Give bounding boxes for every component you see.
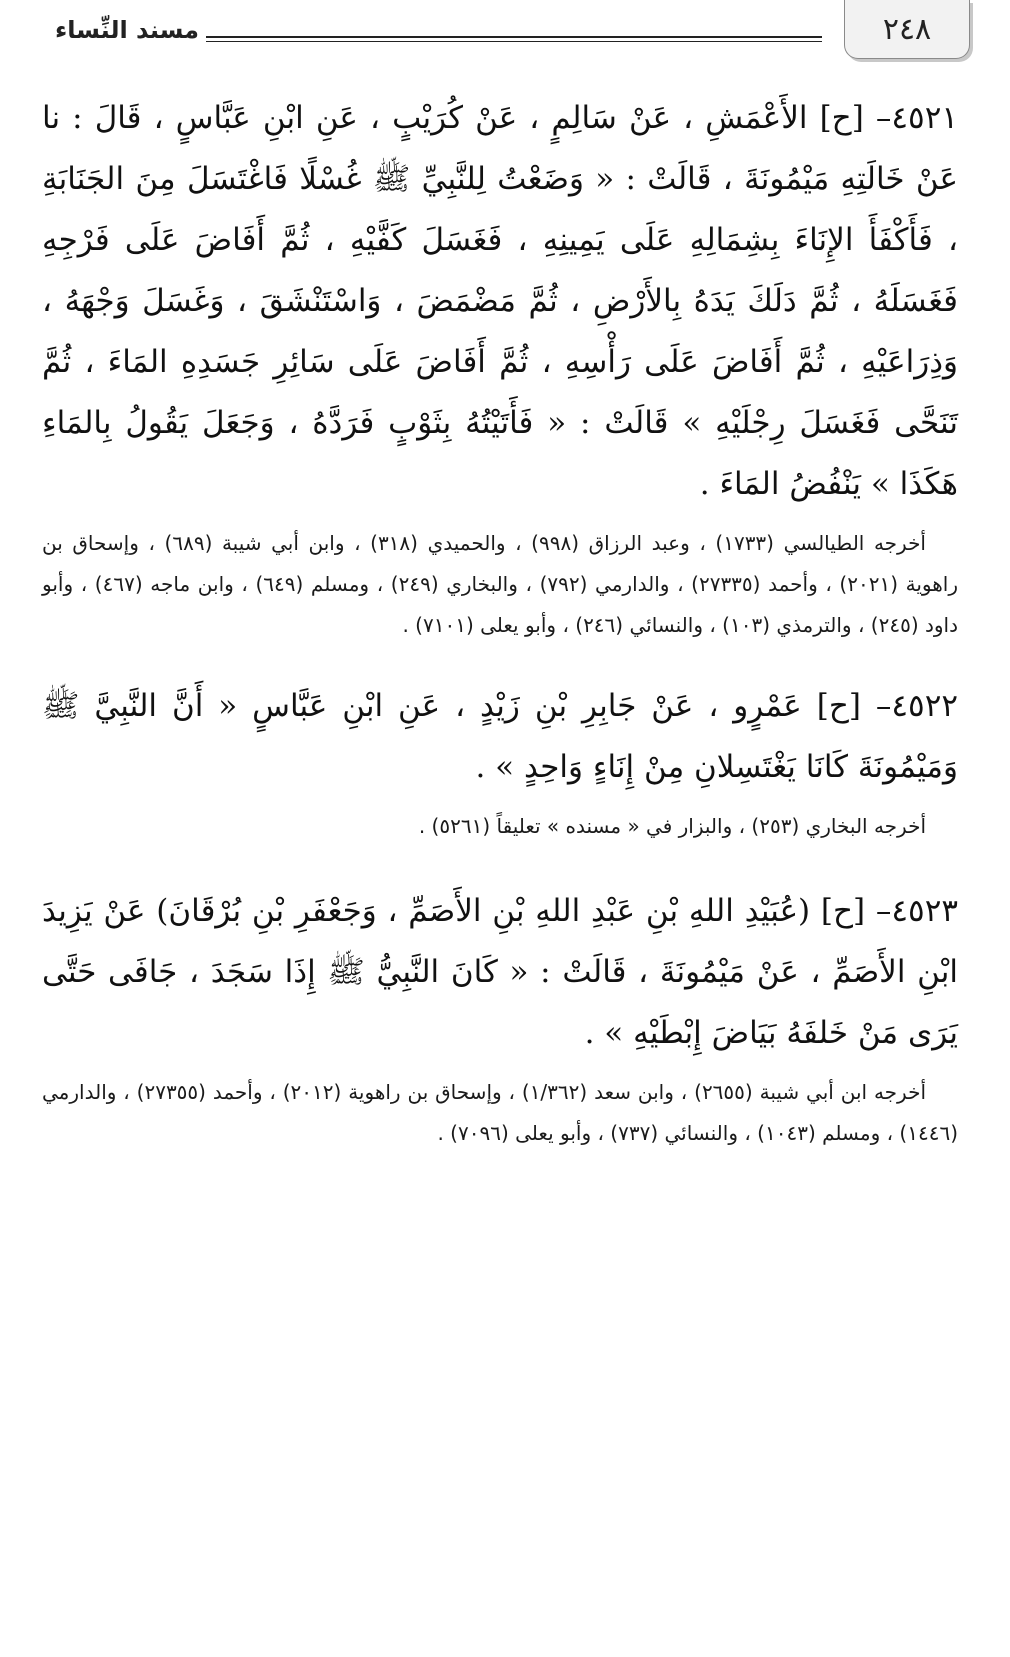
hadith-body: – [ح] عَمْرٍو ، عَنْ جَابِرِ بْنِ زَيْدٍ ، عَنِ ابْنِ عَبَّاسٍ « أَنَّ النَّبِيَّ ﷺ وَمَيْمُونَةَ كَانَا يَغْتَسِلانِ مِنْ إِنَاءٍ وَاحِدٍ » . (42, 688, 958, 785)
hadith-number: ٤٥٢١ (891, 100, 958, 136)
hadith-entry (42, 88, 958, 646)
hadith-text (42, 88, 958, 515)
takhrij-footnote: أخرجه الطيالسي (١٧٣٣) ، وعبد الرزاق (٩٩٨) ، والحميدي (٣١٨) ، وابن أبي شيبة (٦٨٩) ، وإسحاق بن راهوية (٢٠٢١) ، وأحمد (٢٧٣٣٥) ، والدارمي (٧٩٢) ، والبخاري (٢٤٩) ، ومسلم (٦٤٩) ، وابن ماجه (٤٦٧) ، وأبو داود (٢٤٥) ، والترمذي (١٠٣) ، والنسائي (٢٤٦) ، وأبو يعلى (٧١٠١) . (42, 531, 959, 637)
entry-spacer (42, 847, 958, 881)
hadith-body: – [ح] (عُبَيْدِ اللهِ بْنِ عَبْدِ اللهِ بْنِ الأَصَمِّ ، وَجَعْفَرِ بْنِ بُرْقَانَ) عَنْ يَزِيدَ ابْنِ الأَصَمِّ ، عَنْ مَيْمُونَةَ ، قَالَتْ : « كَانَ النَّبِيُّ ﷺ إِذَا سَجَدَ ، جَافَى حَتَّى يَرَى مَنْ خَلفَهُ بَيَاضَ إِبْطَيْهِ » . (42, 893, 958, 1051)
header-rule-thin (206, 41, 822, 42)
takhrij-footnote: أخرجه ابن أبي شيبة (٢٦٥٥) ، وابن سعد (١/٣٦٢) ، وإسحاق بن راهوية (٢٠١٢) ، وأحمد (٢٧٣٥٥) ، والدارمي (١٤٤٦) ، ومسلم (١٠٤٣) ، والنسائي (٧٣٧) ، وأبو يعلى (٧٠٩٦) . (42, 1080, 958, 1145)
running-title: مسند النِّساء (54, 16, 199, 44)
hadith-number: ٤٥٢٢ (891, 688, 958, 724)
page-header (0, 0, 1010, 80)
header-rule (206, 36, 822, 38)
hadith-entry (42, 881, 958, 1154)
hadith-entry (42, 676, 958, 847)
hadith-text (42, 881, 958, 1064)
page-content (42, 88, 958, 1154)
hadith-body: – [ح] الأَعْمَشِ ، عَنْ سَالِمٍ ، عَنْ كُرَيْبٍ ، عَنِ ابْنِ عَبَّاسٍ ، قَالَ : نا عَنْ خَالَتِهِ مَيْمُونَةَ ، قَالَتْ : « وَضَعْتُ لِلنَّبِيِّ ﷺ غُسْلًا فَاغْتَسَلَ مِنَ الجَنَابَةِ ، فَأَكْفَأَ الإِنَاءَ بِشِمَالِهِ عَلَى يَمِينِهِ ، فَغَسَلَ كَفَّيْهِ ، ثُمَّ أَفَاضَ عَلَى فَرْجِهِ فَغَسَلَهُ ، ثُمَّ دَلَكَ يَدَهُ بِالأَرْضِ ، ثُمَّ مَضْمَضَ ، وَاسْتَنْشَقَ ، وَغَسَلَ وَجْهَهُ ، وَذِرَاعَيْهِ ، ثُمَّ أَفَاضَ عَلَى رَأْسِهِ ، ثُمَّ أَفَاضَ عَلَى سَائِرِ جَسَدِهِ المَاءَ ، ثُمَّ تَنَحَّى فَغَسَلَ رِجْلَيْهِ » قَالَتْ : « فَأَتَيْتُهُ بِثَوْبٍ فَرَدَّهُ ، وَجَعَلَ يَقُولُ بِالمَاءِ هَكَذَا » يَنْفُضُ المَاءَ . (42, 100, 958, 502)
hadith-text (42, 676, 958, 798)
hadith-number: ٤٥٢٣ (891, 893, 958, 929)
entry-spacer (42, 646, 958, 676)
page-number: ٢٤٨ (844, 0, 970, 59)
takhrij-footnote: أخرجه البخاري (٢٥٣) ، والبزار في « مسنده » تعليقاً (٥٢٦١) . (418, 814, 926, 838)
